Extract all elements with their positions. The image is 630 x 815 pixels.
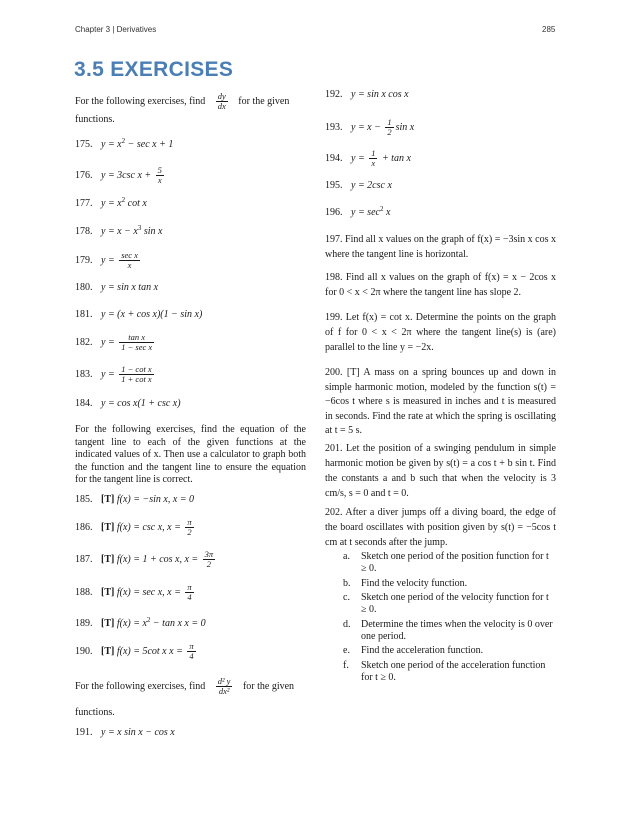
exercise-190: 190. [T] f(x) = 5cot x x = $\frac{\pi}{4}$	[75, 641, 194, 661]
fraction-dydx: $\frac{dy}{dx}$	[217, 91, 226, 111]
exercise-181: 181. y = (x + cos x)(1 − sin x)	[75, 309, 203, 320]
fraction: $\frac{5}{x}$	[157, 165, 162, 185]
exercise-202-part-f: f. Sketch one period of the acceleration function for t ≥ 0.	[343, 659, 546, 683]
exercise-201: 201. Let the position of a swinging pendulum in simple harmonic motion be given by s(t) = a cos t + b sin t. Find the constants a and b such that when the velocity is 3 cm/s, s = 0 and t = 0.	[325, 443, 556, 499]
exercise-202-part-b: b. Find the velocity function.	[343, 577, 468, 589]
fraction-d2ydx2: $\frac{\text{d² y}}{\text{dx²}}$	[217, 676, 231, 696]
exercise-184: 184. y = cos x(1 + csc x)	[75, 398, 181, 409]
instructions-tangent-line: For the following exercises, find the equation of the tangent line to each of the given functions at the indicated values of x. Then use a calculator to graph both the function and the tangent line to ensure the equation for the tangent line is correct.	[75, 424, 306, 485]
exercise-202-part-d: d. Determine the times when the velocity is 0 over one period.	[343, 618, 553, 642]
exercise-177: 177. $y = x^2$ cot x	[75, 196, 147, 209]
exercise-202-parts	[325, 551, 556, 686]
exercise-179: 179. y = sec x x	[75, 250, 138, 270]
fraction: sec x x	[121, 250, 138, 270]
exercise-178: 178. $y = x - x^3$ sin x	[75, 224, 163, 237]
exercise-187: 187. [T] f(x) = 1 + cos x, x = $\frac{3\pi}{2}$	[75, 549, 214, 569]
exercise-197: 197. Find all x values on the graph of f(x) = −3sin x cos x where the tangent line is horizontal.	[325, 234, 556, 260]
exercise-193: 193. y = x − $\frac{1}{2}$ sin x	[325, 117, 415, 137]
exercise-180: 180. y = sin x tan x	[75, 282, 159, 293]
page-number: 285	[542, 25, 556, 34]
instructions-dydx: For the following exercises, find $\frac{dy}{dx}$ for the given	[75, 91, 290, 111]
exercise-202-part-a: a. Sketch one period of the position function for t ≥ 0.	[343, 551, 549, 574]
exercise-189: 189. [T] $f(x) = x^2 - \tan x$ x = 0	[75, 616, 206, 629]
fraction: $\frac{\pi}{4}$	[187, 582, 192, 602]
fraction: $\frac{\pi}{2}$	[187, 517, 192, 537]
exercise-202-part-e: e. Find the acceleration function.	[343, 645, 484, 656]
instructions-second-derivative-line2: functions.	[75, 707, 115, 718]
exercise-185: 185. [T] f(x) = −sin x, x = 0	[75, 494, 195, 505]
exercise-202: 202. After a diver jumps off a diving board, the edge of the board oscillates with position given by s(t) = −5cos t cm at t seconds after the jump.	[325, 507, 556, 548]
fraction: $\frac{3\pi}{2}$	[204, 549, 214, 569]
exercise-194: 194. y = $\frac{1}{x}$ + tan x	[325, 148, 411, 168]
exercise-200: 200. [T] A mass on a spring bounces up and down in simple harmonic motion, modeled by the function s(t) = −6cos t where s is measured in inches and t is measured in seconds. Find the rate at which the spring is oscillating at t = 5 s.	[325, 367, 556, 436]
fraction: $\frac{\text{1 − cot x}}{\text{1 + cot x}}$	[121, 364, 152, 384]
running-header-chapter: Chapter 3 | Derivatives	[75, 25, 157, 34]
exercise-199: 199. Let f(x) = cot x. Determine the points on the graph of f for 0 < x < 2π where the tangent line(s) is (are) parallel to the line y = −2x.	[325, 312, 556, 353]
instructions-dydx-line2: functions.	[75, 114, 115, 125]
exercise-196: 196. $y = \sec^2 x$	[325, 205, 391, 218]
instructions-second-derivative: For the following exercises, find $\frac{\text{d² y}}{\text{dx²}}$ for the given	[75, 676, 295, 696]
exercise-195: 195. y = 2csc x	[325, 180, 392, 191]
section-title: 3.5 EXERCISES	[74, 58, 234, 81]
fraction: $\frac{\pi}{4}$	[189, 641, 194, 661]
exercise-182: 182. y = tan x 1 − sec x	[75, 332, 153, 352]
exercise-198: 198. Find all x values on the graph of f(x) = x − 2cos x for 0 < x < 2π where the tangent line has slope 2.	[325, 272, 556, 298]
exercise-186: 186. [T] f(x) = csc x, x = $\frac{\pi}{2}$	[75, 517, 192, 537]
exercise-176: 176. y = 3csc x + $\frac{5}{x}$	[75, 165, 162, 185]
exercise-202-part-c: c. Sketch one period of the velocity function for t ≥ 0.	[343, 592, 549, 615]
fraction: $\frac{1}{x}$	[371, 148, 376, 168]
exercise-191: 191. y = x sin x − cos x	[75, 727, 175, 738]
exercise-175: 175. $y = x^2 - \sec x + 1$	[75, 137, 174, 150]
exercise-192: 192. y = sin x cos x	[325, 89, 409, 100]
fraction: $\frac{1}{2}$	[387, 117, 392, 137]
exercise-188: 188. [T] f(x) = sec x, x = $\frac{\pi}{4}$	[75, 582, 192, 602]
fraction: tan x 1 − sec x	[121, 332, 153, 352]
exercise-183: 183. y = $\frac{\text{1 − cot x}}{\text{1 + cot x}}$	[75, 364, 152, 384]
